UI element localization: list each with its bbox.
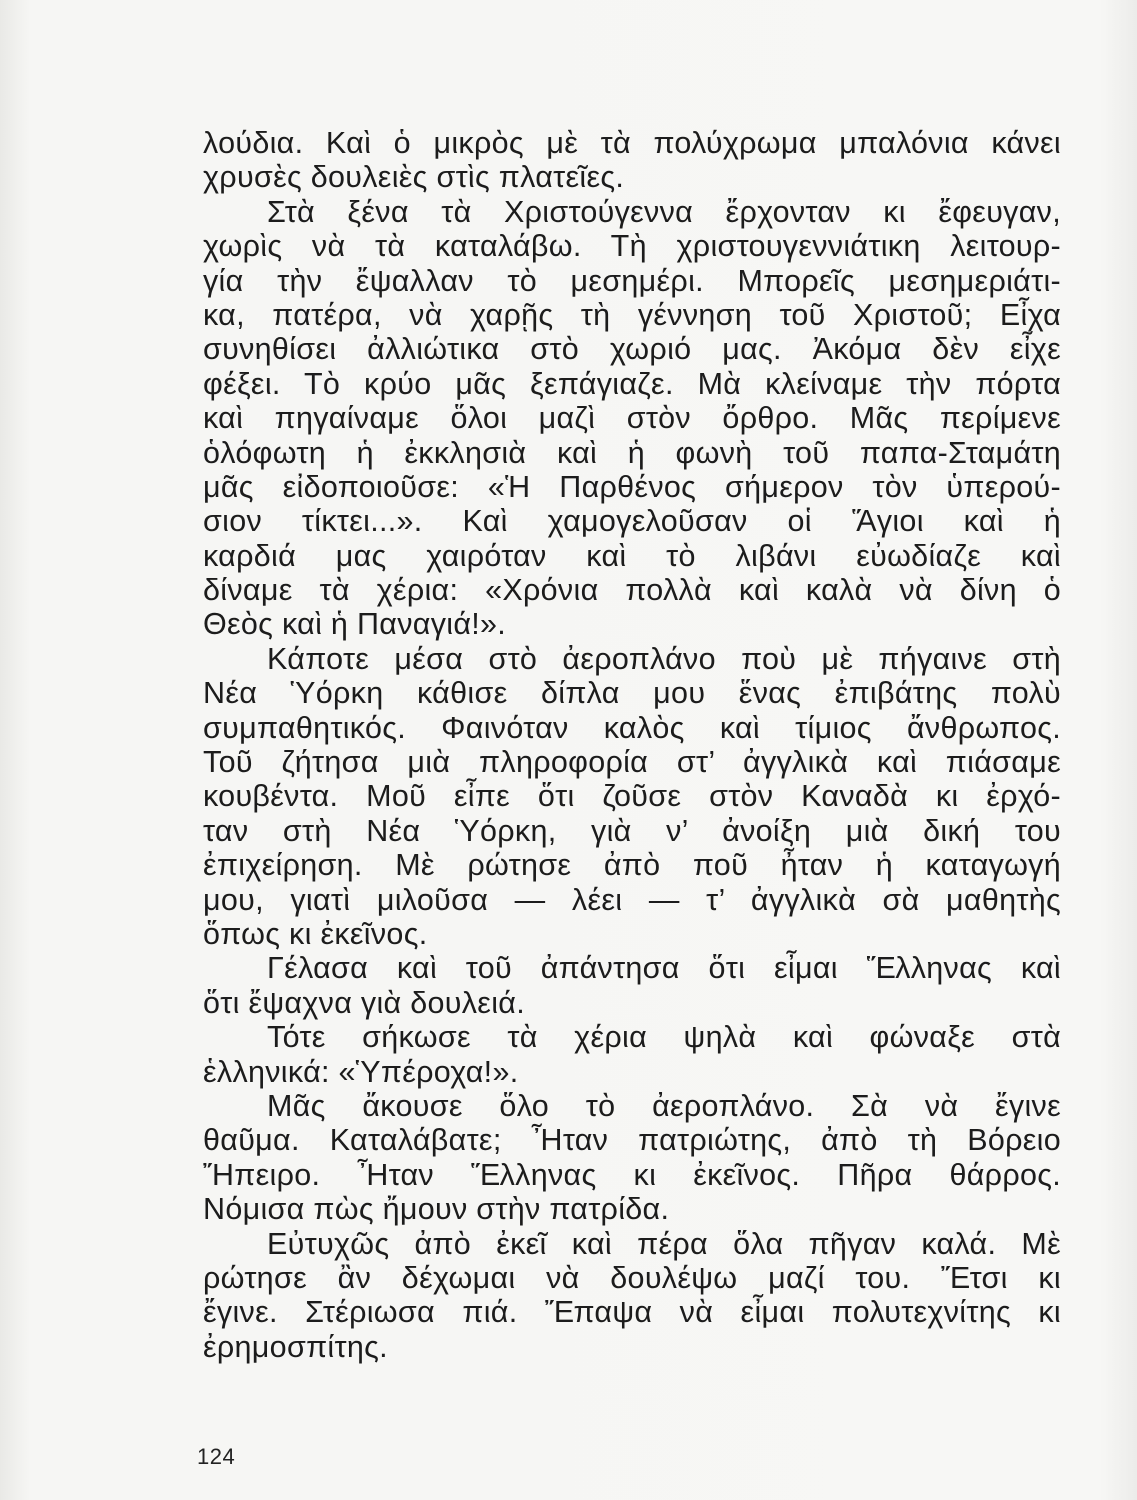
text-line: Νόμισα πὼς ἤμουν στὴν πατρίδα.	[203, 1192, 670, 1227]
text-line: Ἤπειρο. Ἦταν Ἕλληνας κι ἐκεῖνος. Πῆρα θάρρος.	[203, 1157, 1061, 1192]
text-line: καρδιά μας χαιρόταν καὶ τὸ λιβάνι εὐωδίαζε καὶ	[203, 538, 1061, 573]
text-line: ἐπιχείρηση. Μὲ ρώτησε ἀπὸ ποῦ ἦταν ἡ καταγωγή	[203, 848, 1061, 883]
text-line: μου, γιατὶ μιλοῦσα — λέει — τ’ ἀγγλικὰ σὰ μαθητὴς	[203, 882, 1061, 917]
text-line: κα, πατέρα, νὰ χαρῇς τὴ γέννηση τοῦ Χριστοῦ; Εἶχα	[203, 297, 1061, 332]
text-line: Νέα Ὑόρκη κάθισε δίπλα μου ἕνας ἐπιβάτης πολὺ	[203, 676, 1061, 711]
text-line: ὁλόφωτη ἡ ἐκκλησιὰ καὶ ἡ φωνὴ τοῦ παπα-Σταμάτη	[203, 435, 1061, 470]
text-line: δίναμε τὰ χέρια: «Χρόνια πολλὰ καὶ καλὰ νὰ δίνη ὁ	[203, 573, 1061, 608]
text-line: χωρὶς νὰ τὰ καταλάβω. Τὴ χριστουγεννιάτικη λειτουρ-	[203, 229, 1061, 264]
text-line: συνηθίσει ἀλλιώτικα στὸ χωριό μας. Ἀκόμα δὲν εἶχε	[203, 332, 1061, 367]
text-line: ἔγινε. Στέριωσα πιά. Ἔπαψα νὰ εἶμαι πολυτεχνίτης κι	[203, 1295, 1061, 1330]
text-line: Τοῦ ζήτησα μιὰ πληροφορία στ’ ἀγγλικὰ καὶ πιάσαμε	[203, 745, 1061, 780]
text-line: Εὐτυχῶς ἀπὸ ἐκεῖ καὶ πέρα ὅλα πῆγαν καλά. Μὲ	[267, 1226, 1061, 1261]
paragraph	[203, 1227, 1061, 1365]
text-line: Στὰ ξένα τὰ Χριστούγεννα ἔρχονταν κι ἔφευγαν,	[267, 194, 1061, 229]
body-text	[203, 126, 1061, 1364]
text-line: Θεὸς καὶ ἡ Παναγιά!».	[203, 607, 507, 642]
text-line: χρυσὲς δουλειὲς στὶς πλατεῖες.	[203, 160, 625, 195]
paragraph	[203, 126, 1061, 195]
paragraph	[203, 1089, 1061, 1227]
page-number: 124	[197, 1444, 236, 1469]
text-line: γία τὴν ἔψαλλαν τὸ μεσημέρι. Μπορεῖς μεσημεριάτι-	[203, 263, 1061, 298]
text-line: καὶ πηγαίναμε ὅλοι μαζὶ στὸν ὄρθρο. Μᾶς περίμενε	[203, 401, 1061, 436]
paragraph	[203, 642, 1061, 952]
text-line: ἐρημοσπίτης.	[203, 1329, 388, 1364]
paragraph	[203, 951, 1061, 1020]
text-line: ρώτησε ἂν δέχωμαι νὰ δουλέψω μαζί του. Ἔτσι κι	[203, 1260, 1061, 1295]
text-line: Τότε σήκωσε τὰ χέρια ψηλὰ καὶ φώναξε στὰ	[267, 1020, 1061, 1055]
text-line: ἑλληνικά: «Ὑπέροχα!».	[203, 1054, 519, 1089]
text-line: σιον τίκτει...». Καὶ χαμογελοῦσαν οἱ Ἅγιοι καὶ ἡ	[203, 504, 1061, 539]
text-line: μᾶς εἰδοποιοῦσε: «Ἡ Παρθένος σήμερον τὸν ὑπερού-	[203, 469, 1061, 504]
text-line: Γέλασα καὶ τοῦ ἀπάντησα ὅτι εἶμαι Ἕλληνας καὶ	[267, 951, 1061, 986]
text-line: θαῦμα. Καταλάβατε; Ἦταν πατριώτης, ἀπὸ τὴ Βόρειο	[203, 1123, 1061, 1158]
paragraph	[203, 195, 1061, 642]
text-line: ὅπως κι ἐκεῖνος.	[203, 916, 428, 951]
text-line: ὅτι ἔψαχνα γιὰ δουλειά.	[203, 985, 525, 1020]
text-line: λούδια. Καὶ ὁ μικρὸς μὲ τὰ πολύχρωμα μπαλόνια κάνει	[203, 126, 1061, 160]
text-line: ταν στὴ Νέα Ὑόρκη, γιὰ ν’ ἀνοίξη μιὰ δική του	[203, 813, 1061, 848]
text-line: φέξει. Τὸ κρύο μᾶς ξεπάγιαζε. Μὰ κλείναμε τὴν πόρτα	[203, 366, 1061, 401]
text-line: Μᾶς ἄκουσε ὅλο τὸ ἀεροπλάνο. Σὰ νὰ ἔγινε	[267, 1088, 1061, 1123]
text-line: κουβέντα. Μοῦ εἶπε ὅτι ζοῦσε στὸν Καναδὰ κι ἐρχό-	[203, 779, 1061, 814]
text-line: συμπαθητικός. Φαινόταν καλὸς καὶ τίμιος ἄνθρωπος.	[203, 710, 1061, 745]
paragraph	[203, 1020, 1061, 1089]
text-line: Κάποτε μέσα στὸ ἀεροπλάνο ποὺ μὲ πήγαινε στὴ	[267, 641, 1061, 676]
